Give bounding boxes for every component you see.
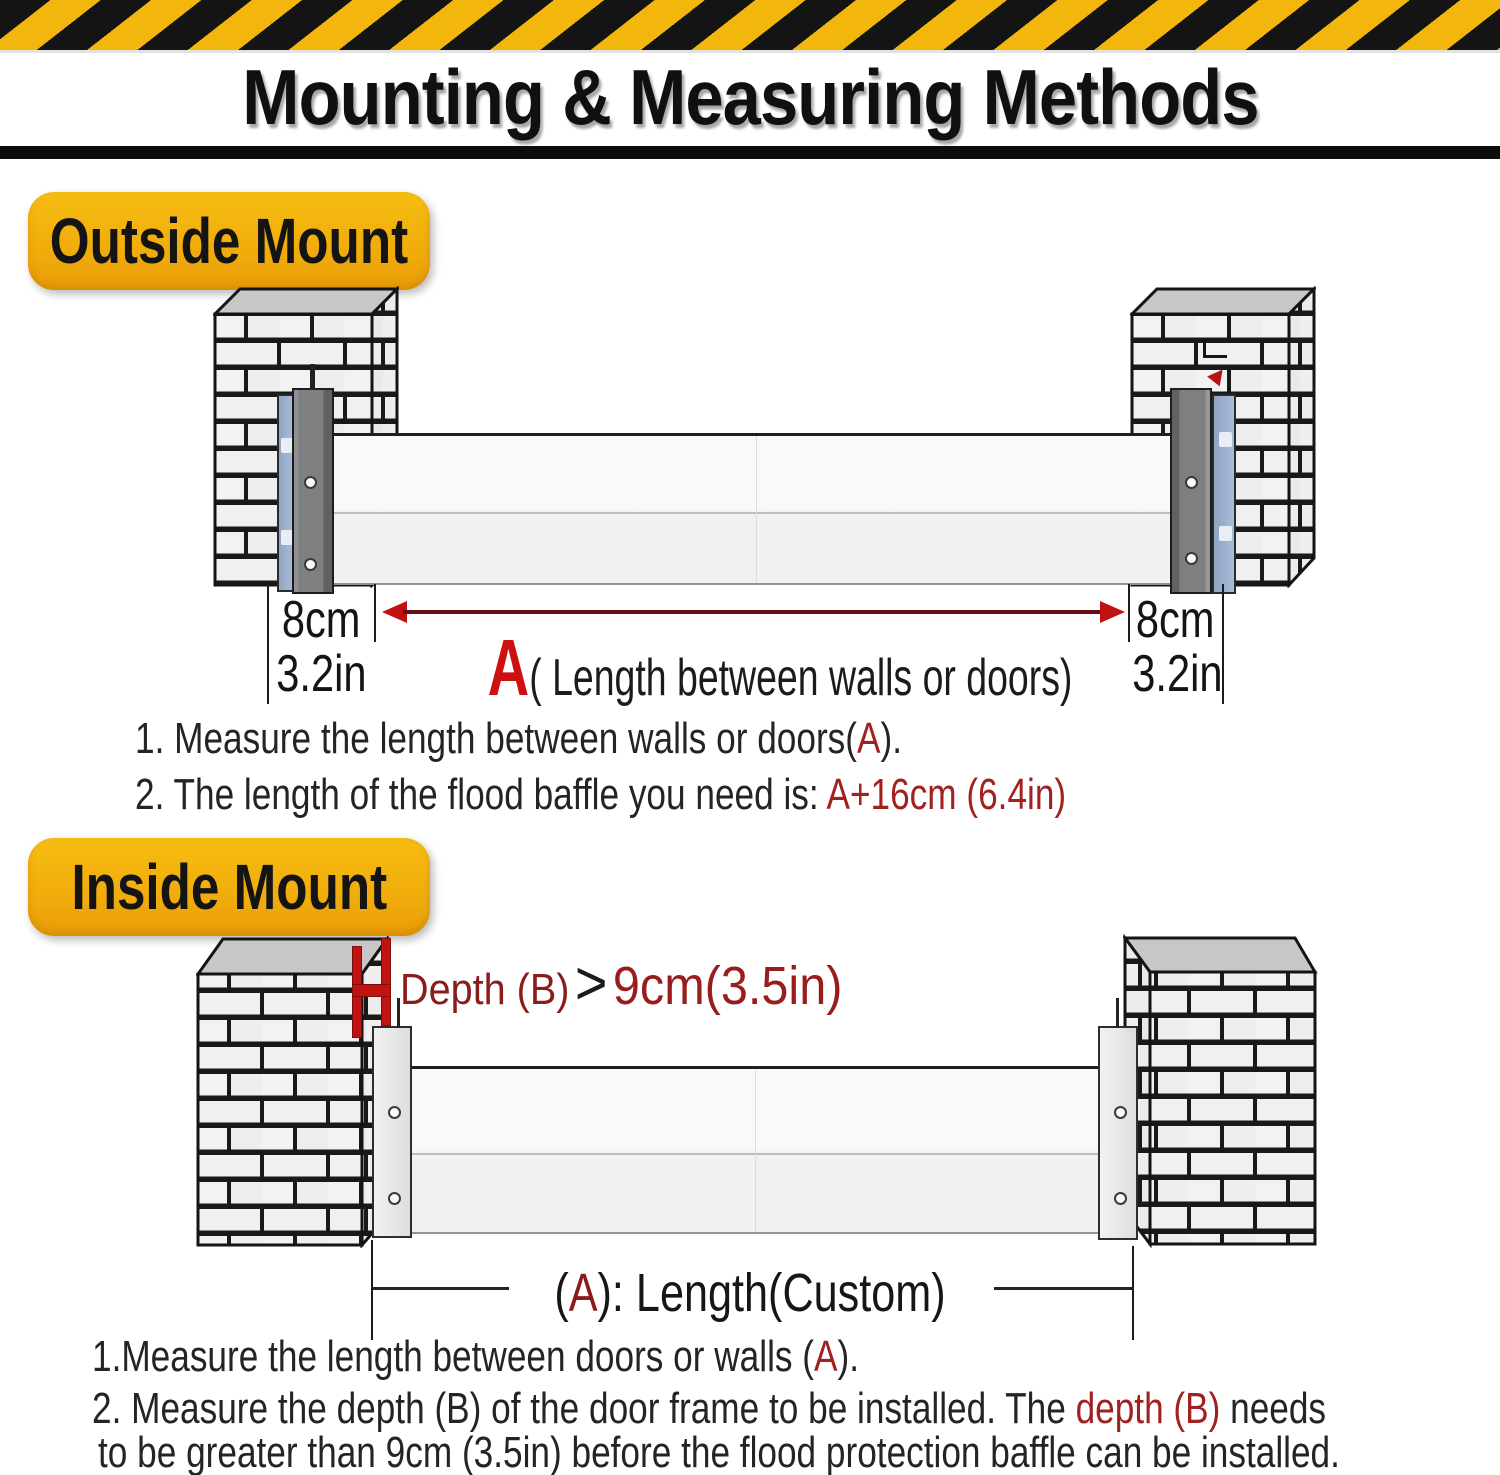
- mount-channel-inside-right: [1098, 1026, 1138, 1240]
- seal-highlight: [1219, 432, 1232, 447]
- screw-hole: [388, 1106, 401, 1119]
- length-line-left: [373, 1287, 509, 1290]
- length-letter-a: A: [568, 1263, 598, 1323]
- barrier-panel-seam: [755, 1069, 756, 1232]
- outside-mount-badge: [28, 192, 430, 290]
- greater-than-symbol: >: [574, 949, 608, 1018]
- span-text: ( Length between walls or doors): [529, 649, 1073, 707]
- pillar-front-face: [1150, 972, 1315, 1244]
- depth-bracket-crossbar: [352, 984, 391, 997]
- seal-highlight: [1219, 526, 1232, 541]
- dim-label-right-in: 3.2in: [1131, 645, 1223, 703]
- alignment-pin-left: [310, 364, 315, 390]
- span-letter-a: A: [487, 623, 530, 712]
- dim-label-left-in: 3.2in: [275, 645, 367, 703]
- flood-barrier-outside: [333, 433, 1178, 585]
- screw-hole: [1114, 1106, 1127, 1119]
- title-divider-bar: [0, 146, 1500, 159]
- pillar-front-face: [198, 974, 362, 1245]
- length-line-right: [994, 1287, 1134, 1290]
- instruction-inside-2: 2. Measure the depth (B) of the door frame to be installed. The depth (B) needs: [92, 1384, 1327, 1433]
- page-title: [0, 52, 1500, 143]
- measure-arrow-shaft: [403, 610, 1103, 614]
- instruction-inside-3: to be greater than 9cm (3.5in) before the flood protection baffle can be installed.: [98, 1428, 1340, 1475]
- length-dimension-label: ( A ): Length(Custom): [554, 1263, 946, 1323]
- screw-hole: [388, 1192, 401, 1205]
- inside-mount-badge: [28, 838, 430, 936]
- pillar-top-face: [1125, 938, 1315, 972]
- span-dimension-label: [487, 622, 1073, 714]
- brick-pillar-inside-right: [1123, 934, 1335, 1248]
- instruction-outside-2: 2. The length of the flood baffle you need is: A+16cm (6.4in): [135, 770, 1067, 819]
- flood-barrier-inside: [410, 1066, 1100, 1234]
- depth-annotation: [400, 948, 842, 1019]
- depth-bracket-bar-back: [381, 938, 391, 1026]
- rubber-seal-right: [1212, 394, 1236, 594]
- depth-value: 9cm(3.5in): [612, 956, 843, 1016]
- wall-notch-mark: [1203, 355, 1227, 358]
- depth-text: Depth (B): [400, 965, 570, 1014]
- screw-hole: [1114, 1192, 1127, 1205]
- instruction-outside-1: 1. Measure the length between walls or doors(A).: [135, 714, 902, 763]
- dim-label-right-cm: 8cm: [1135, 591, 1215, 649]
- outside-mount-badge-label: Outside Mount: [49, 205, 409, 277]
- length-tick-left: [371, 1240, 373, 1340]
- pillar-top-face: [215, 289, 397, 314]
- dim-label-left-cm: 8cm: [281, 591, 361, 649]
- screw-hole: [304, 558, 317, 571]
- mount-channel-inside-left: [372, 1026, 412, 1238]
- pillar-top-face: [1132, 289, 1314, 314]
- length-tick-right: [1132, 1246, 1134, 1340]
- screw-hole: [1185, 552, 1198, 565]
- instruction-inside-1: 1.Measure the length between doors or walls (A).: [92, 1332, 859, 1381]
- caution-stripe-banner: [0, 0, 1500, 53]
- screw-hole: [304, 476, 317, 489]
- screw-hole: [1185, 476, 1198, 489]
- mount-channel-left: [292, 388, 334, 594]
- alignment-pin-inside-right: [1116, 998, 1119, 1028]
- page-title-text: Mounting & Measuring Methods: [241, 53, 1259, 141]
- mount-channel-right: [1170, 388, 1212, 594]
- pillar-side-face: [1289, 289, 1314, 585]
- barrier-panel-seam: [756, 436, 757, 583]
- inside-mount-badge-label: Inside Mount: [71, 851, 387, 923]
